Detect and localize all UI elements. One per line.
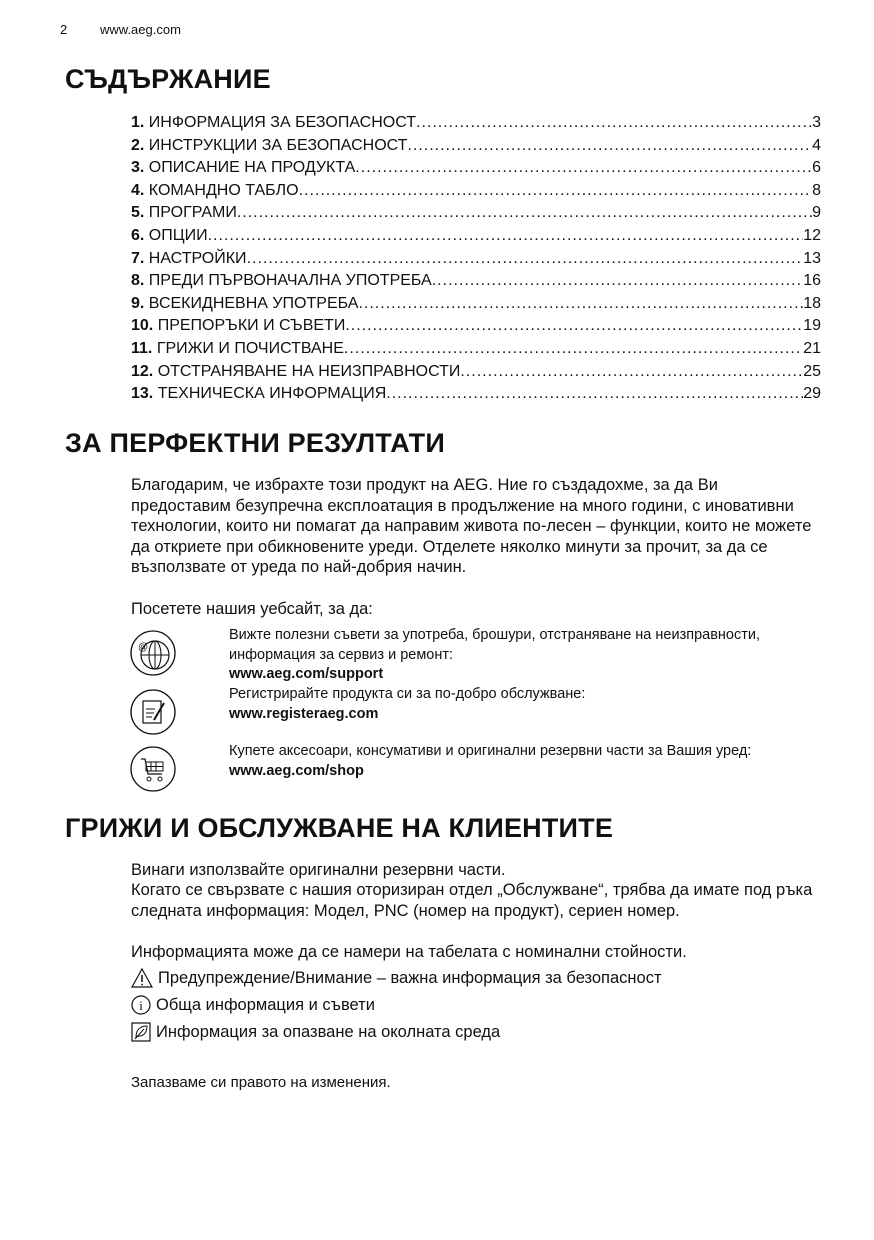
toc-item-page: 8	[812, 181, 821, 199]
toc-item-page: 13	[803, 249, 821, 267]
toc-item-label: ПРЕДИ ПЪРВОНАЧАЛНА УПОТРЕБА	[148, 272, 432, 290]
legend-environment-text: Информация за опазване на околната среда	[156, 1022, 501, 1041]
dot-leader	[358, 293, 803, 316]
register-text: Регистрирайте продукта си за по-добро обслужване:	[229, 686, 586, 702]
toc-item-number: 5.	[131, 204, 145, 222]
toc-item-page: 25	[803, 362, 821, 380]
register-document-icon	[130, 689, 176, 735]
toc-item-number: 8.	[131, 272, 145, 290]
toc-item[interactable]	[131, 112, 821, 135]
toc-item[interactable]	[131, 361, 821, 384]
toc-item-page: 19	[803, 317, 821, 335]
header-url[interactable]: www.aeg.com	[100, 22, 181, 37]
warning-icon	[131, 968, 153, 988]
legend-warning-text: Предупреждение/Внимание – важна информация за безопасност	[158, 968, 662, 987]
support-text: Вижте полезни съвети за употреба, брошури, отстраняване на неизправности, информация за сервиз и ремонт:	[229, 627, 760, 663]
toc-item-label: НАСТРОЙКИ	[148, 249, 247, 267]
dot-leader	[432, 270, 803, 293]
dot-leader	[407, 135, 812, 158]
dot-leader	[299, 180, 813, 203]
results-title: ЗА ПЕРФЕКТНИ РЕЗУЛТАТИ	[65, 428, 445, 458]
toc-item-number: 7.	[131, 249, 145, 267]
toc-item-label: ИНФОРМАЦИЯ ЗА БЕЗОПАСНОСТ	[148, 114, 416, 131]
toc-item-label: ОПЦИИ	[148, 226, 208, 244]
dot-leader	[208, 225, 804, 248]
dot-leader	[355, 157, 812, 180]
shopping-cart-icon	[130, 746, 176, 792]
toc-item[interactable]	[131, 338, 821, 361]
toc-item-number: 9.	[131, 294, 145, 312]
toc-item-page: 29	[803, 385, 821, 403]
toc-item-page: 21	[803, 339, 821, 357]
toc-item-label: ПРЕПОРЪКИ И СЪВЕТИ	[157, 317, 346, 335]
shop-text: Купете аксесоари, консумативи и оригинални резервни части за Вашия уред:	[229, 743, 752, 759]
toc-item[interactable]	[131, 157, 821, 180]
intro-paragraph: Благодарим, че избрахте този продукт на AEG. Ние го създадохме, за да Ви предоставим безупречна експлоатация в продължение на много години, с иновативни технологии, които ни помагат да направим живота по-лесен – функции, които не можете да откриете при обикновените уреди. Отделете няколко минути за прочит, за да се възползвате от уреда по най-добрия начин.	[131, 476, 812, 577]
toc-item-number: 4.	[131, 181, 145, 199]
disclaimer: Запазваме си правото на изменения.	[131, 1074, 391, 1091]
toc-item-number: 2.	[131, 136, 145, 154]
care-title: ГРИЖИ И ОБСЛУЖВАНЕ НА КЛИЕНТИТЕ	[65, 813, 614, 843]
toc-item-number: 1.	[131, 114, 145, 131]
toc-item[interactable]	[131, 135, 821, 158]
register-link-block	[229, 685, 809, 724]
dot-leader	[416, 112, 812, 135]
legend-info-text: Обща информация и съвети	[156, 995, 375, 1014]
toc-item-number: 3.	[131, 159, 145, 177]
dot-leader	[460, 361, 803, 384]
toc-item[interactable]	[131, 225, 821, 248]
toc-item-number: 6.	[131, 226, 145, 244]
care-line-3: Информацията може да се намери на табелата с номинални стойности.	[131, 943, 687, 961]
page-number: 2	[60, 22, 68, 37]
toc-item[interactable]	[131, 270, 821, 293]
support-link-block	[229, 626, 809, 685]
support-link[interactable]: www.aeg.com/support	[229, 666, 384, 682]
info-icon	[131, 995, 151, 1015]
table-of-contents	[131, 112, 821, 406]
legend-environment	[131, 1022, 500, 1042]
toc-item-page: 9	[812, 204, 821, 222]
dot-leader	[247, 248, 804, 271]
dot-leader	[345, 315, 803, 338]
toc-item-page: 12	[803, 226, 821, 244]
toc-item[interactable]	[131, 293, 821, 316]
toc-item-label: ГРИЖИ И ПОЧИСТВАНЕ	[156, 339, 344, 357]
svg-text:i: i	[139, 998, 143, 1013]
toc-item-page: 4	[812, 136, 821, 154]
toc-item-number: 13.	[131, 385, 154, 403]
toc-item[interactable]	[131, 180, 821, 203]
globe-support-icon	[130, 630, 176, 676]
dot-leader	[237, 202, 812, 225]
dot-leader	[386, 383, 803, 406]
toc-item-label: ОТСТРАНЯВАНЕ НА НЕИЗПРАВНОСТИ	[157, 362, 461, 380]
care-line-2: Когато се свързвате с нашия оторизиран отдел „Обслужване“, трябва да имате под ръка следната информация: Модел, PNC (номер на продукт), сериен номер.	[131, 881, 813, 920]
register-link[interactable]: www.registeraeg.com	[229, 705, 379, 722]
toc-item[interactable]	[131, 315, 821, 338]
shop-link[interactable]: www.aeg.com/shop	[229, 762, 364, 779]
toc-item[interactable]	[131, 383, 821, 406]
dot-leader	[344, 338, 803, 361]
toc-item-page: 3	[812, 114, 821, 131]
care-line-1: Винаги използвайте оригинални резервни части.	[131, 861, 506, 879]
toc-item[interactable]	[131, 248, 821, 271]
shop-link-block	[229, 742, 809, 781]
legend-info	[131, 995, 375, 1015]
svg-text:@: @	[138, 642, 149, 653]
toc-item-number: 12.	[131, 362, 154, 380]
visit-text: Посетете нашия уебсайт, за да:	[131, 600, 373, 618]
toc-item-number: 11.	[131, 339, 153, 357]
leaf-icon	[131, 1022, 151, 1042]
toc-item-label: ИНСТРУКЦИИ ЗА БЕЗОПАСНОСТ	[148, 136, 408, 154]
legend-warning	[131, 968, 662, 988]
toc-item-label: КОМАНДНО ТАБЛО	[148, 181, 299, 199]
toc-item-label: ТЕХНИЧЕСКА ИНФОРМАЦИЯ	[157, 385, 387, 403]
toc-item-label: ПРОГРАМИ	[148, 204, 237, 222]
toc-item-page: 16	[803, 272, 821, 290]
toc-item-page: 18	[803, 294, 821, 312]
toc-title: СЪДЪРЖАНИЕ	[65, 64, 271, 94]
toc-item-label: ОПИСАНИЕ НА ПРОДУКТА	[148, 159, 356, 177]
toc-item-number: 10.	[131, 317, 154, 335]
toc-item-label: ВСЕКИДНЕВНА УПОТРЕБА	[148, 294, 359, 312]
toc-item-page: 6	[812, 159, 821, 177]
toc-item[interactable]	[131, 202, 821, 225]
